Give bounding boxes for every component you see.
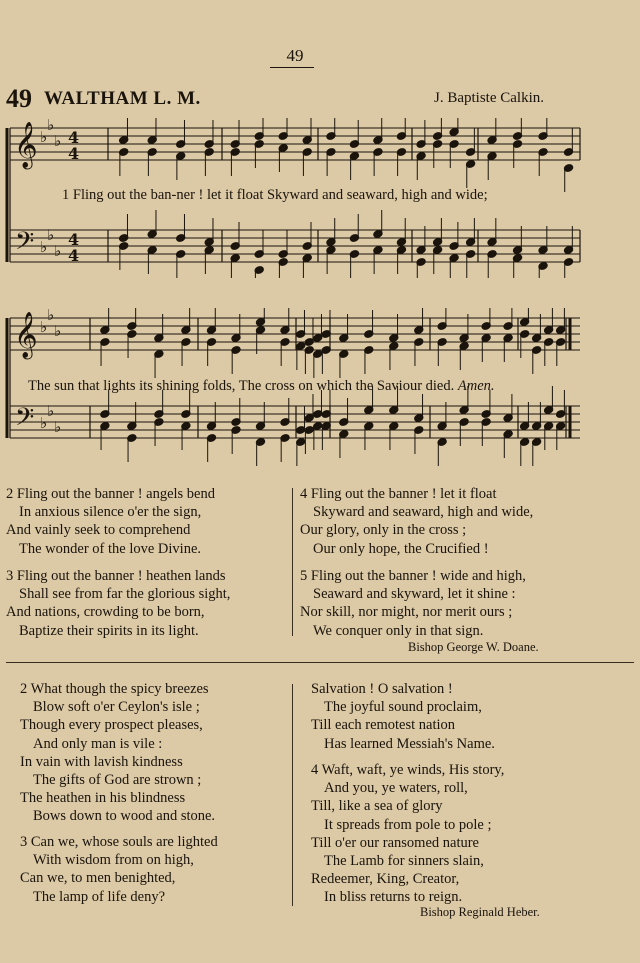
verse-line: Till each remotest nation [311,717,456,734]
verse-line: The joyful sound proclaim, [324,699,482,716]
verse-line: With wisdom from on high, [33,852,194,869]
verse-line: And vainly seek to comprehend [6,522,191,539]
verse-line: 3 Fling out the banner ! heathen lands [6,568,226,584]
verse-line: 5 Fling out the banner ! wide and high, [300,568,526,584]
verse-line: Till, like a sea of glory [311,798,443,815]
verse-line: In bliss returns to reign. [324,889,463,906]
second-hymn-verse-2 [20,680,215,826]
verse-line: 2 Fling out the banner ! angels bend [6,486,215,502]
verse-5 [300,567,526,640]
composer: J. Baptiste Calkin. [434,90,544,106]
verse-line: Blow soft o'er Ceylon's isle ; [33,699,200,716]
verse-line: Nor skill, nor might, nor merit ours ; [300,604,513,621]
verse-line: 4 Waft, waft, ye winds, His story, [311,762,505,778]
author-attribution: Bishop George W. Doane. [408,640,539,654]
flat-sign: ♭ [54,242,62,260]
verse-2 [6,485,215,558]
verse-line: Has learned Messiah's Name. [324,735,495,752]
verse-line: And you, ye waters, roll, [324,780,468,797]
second-hymn-refrain [311,680,495,753]
flat-sign: ♭ [47,308,55,324]
verse-line: Skyward and seaward, high and wide, [313,504,534,521]
flat-sign: ♭ [40,318,48,336]
treble-clef: 𝄞 [14,312,38,358]
verse-line: And only man is vile : [33,735,163,752]
page-number-rule [270,67,314,68]
bass-clef: 𝄢 [15,403,35,438]
verse-line: In anxious silence o'er the sign, [19,504,202,521]
verse-line: Seaward and skyward, let it shine : [313,586,516,603]
flat-sign: ♭ [40,128,48,146]
verse-4 [300,485,533,558]
verse-line: Our only hope, the Crucified ! [313,540,489,557]
hymn-number: 49 [6,84,32,113]
flat-sign: ♭ [40,414,48,432]
verse-line: Can we, to men benighted, [20,870,176,887]
time-signature: 4 [68,230,80,249]
section-divider [6,662,634,663]
second-hymn-verse-4 [311,761,504,907]
verse-line: And nations, crowding to be born, [6,604,205,621]
verse-3 [6,567,230,640]
amen-text: Amen. [457,378,495,394]
lyric-line-1: 1 Fling out the ban-ner ! let it float Skyward and seaward, high and wide; [62,187,488,203]
bass-clef: 𝄢 [15,227,35,262]
second-hymn-verse-3 [20,833,218,906]
flat-sign: ♭ [47,118,55,134]
verse-line: 4 Fling out the banner ! let it float [300,486,497,502]
verse-line: Shall see from far the glorious sight, [19,586,231,603]
verse-line: The gifts of God are strown ; [33,772,202,789]
verse-line: Our glory, only in the cross ; [300,522,467,539]
column-divider-2 [292,684,293,906]
verse-line: Bows down to wood and stone. [33,808,216,825]
flat-sign: ♭ [40,238,48,256]
flat-sign: ♭ [54,132,62,150]
verse-line: It spreads from pole to pole ; [324,816,492,833]
flat-sign: ♭ [47,226,55,244]
verse-line: Baptize their spirits in its light. [19,622,199,639]
hymn-title: WALTHAM L. M. [44,88,201,109]
author-attribution-2: Bishop Reginald Heber. [420,905,540,919]
time-signature: 4 [68,144,80,163]
verse-line: Salvation ! O salvation ! [311,681,453,697]
verse-line: In vain with lavish kindness [20,753,183,770]
column-divider [292,488,293,636]
flat-sign: ♭ [54,418,62,436]
verse-line: The wonder of the love Divine. [19,540,202,557]
verse-line: Till o'er our ransomed nature [311,834,479,851]
verse-line: Redeemer, King, Creator, [311,871,460,888]
verse-line: We conquer only in that sign. [313,622,484,639]
verse-line: The lamp of life deny? [33,888,166,905]
flat-sign: ♭ [54,322,62,340]
time-signature: 4 [68,128,80,147]
verse-line: The Lamb for sinners slain, [324,853,484,870]
verse-line: 2 What though the spicy breezes [20,681,209,697]
page-number: 49 [286,46,304,65]
treble-clef: 𝄞 [14,122,38,168]
verse-line: The heathen in his blindness [20,790,186,807]
flat-sign: ♭ [47,402,55,420]
time-signature: 4 [68,246,80,265]
verse-line: 3 Can we, whose souls are lighted [20,834,218,850]
lyric-line-2-text: The sun that lights its shining folds, The cross on which the Saviour died. [28,378,455,394]
verse-line: Though every prospect pleases, [20,717,203,734]
lyric-line-2 [28,378,495,395]
